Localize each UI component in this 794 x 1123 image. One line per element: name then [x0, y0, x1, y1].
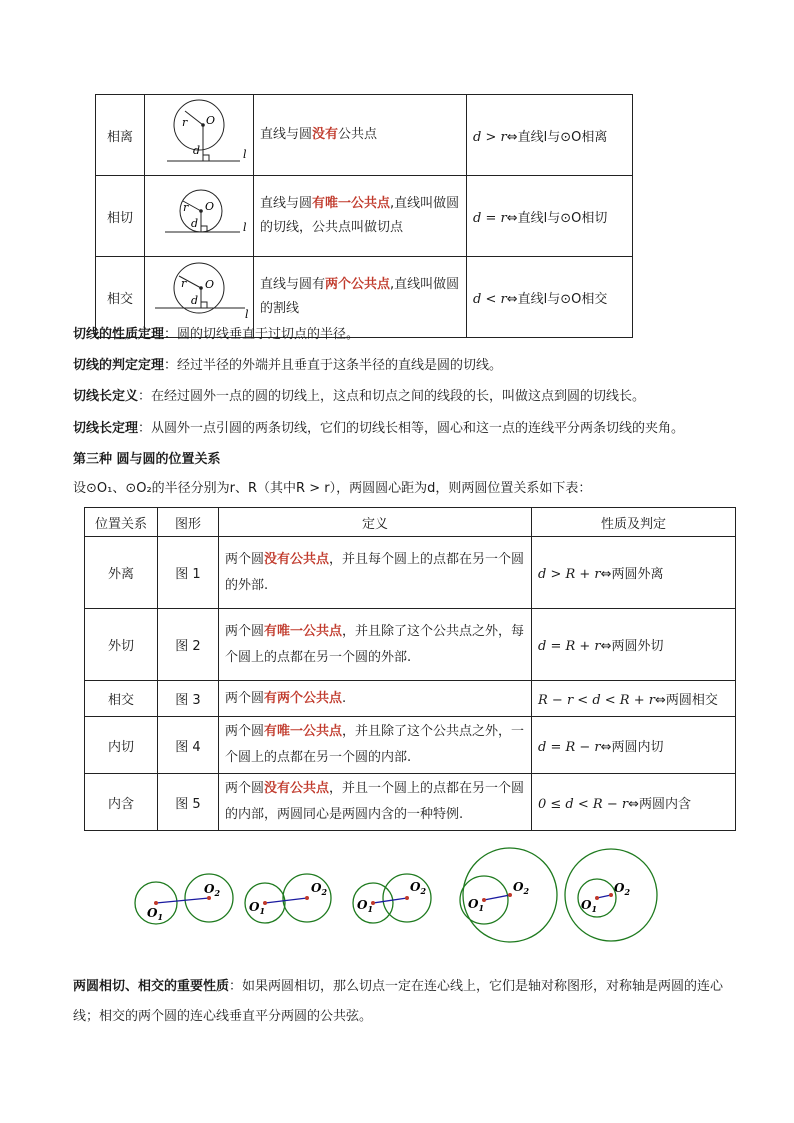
header-relation: 位置关系: [85, 508, 158, 537]
line-circle-diagram-tangent: [145, 179, 253, 249]
property: d < r⇔直线l与⊙O相交: [467, 257, 633, 338]
definition: 两个圆有唯一公共点，并且除了这个公共点之外，每个圆上的点都在另一个圆的外部.: [219, 609, 532, 681]
relation-name: 内切: [85, 717, 158, 774]
definition: 两个圆有唯一公共点，并且除了这个公共点之外，一个圆上的点都在另一个圆的内部.: [219, 717, 532, 774]
relation-name: 相切: [96, 176, 145, 257]
center-point: [405, 896, 409, 900]
table-row: [85, 609, 736, 681]
label-o: O: [206, 114, 216, 127]
circle-circle-table: [84, 507, 736, 831]
relation-name: 相交: [85, 681, 158, 717]
circle-position-figures: [0, 845, 794, 955]
header-definition: 定义: [219, 508, 532, 537]
property: 0 ≤ d < R − r⇔两圆内含: [532, 774, 736, 831]
line-circle-diagram-intersect: [145, 260, 253, 330]
label-r: r: [181, 277, 187, 290]
table-row: [96, 176, 633, 257]
center-point: [595, 896, 599, 900]
label-r: r: [183, 201, 189, 214]
figure-separate: [145, 95, 254, 176]
label-l: l: [243, 148, 247, 161]
label-o2: $O_2$: [410, 880, 427, 896]
relation-name: 外离: [85, 537, 158, 609]
center-line: [597, 895, 611, 898]
label-o2: $O_2$: [311, 881, 328, 897]
label-o2: $O_2$: [614, 881, 631, 897]
center-line: [484, 895, 510, 900]
label-l: l: [243, 221, 247, 234]
center-point: [609, 893, 613, 897]
definition: 直线与圆有两个公共点,直线叫做圆的割线: [254, 257, 467, 338]
relation-name: 外切: [85, 609, 158, 681]
property: d = R + r⇔两圆外切: [532, 609, 736, 681]
relation-name: 相离: [96, 95, 145, 176]
center-point: [482, 898, 486, 902]
definition: 两个圆没有公共点，并且每个圆上的点都在另一个圆的外部.: [219, 537, 532, 609]
section-title: 第三种 圆与圆的位置关系: [73, 452, 221, 467]
definition-tangent-length: 切线长定义：在经过圆外一点的圆的切线上，这点和切点之间的线段的长，叫做这点到圆的切线长。: [73, 389, 646, 404]
intro-text: 设⊙O₁、⊙O₂的半径分别为r、R（其中R > r），两圆圆心距为d，则两圆位置关系如下表：: [73, 481, 592, 496]
label-o1: $O_1$: [249, 900, 266, 916]
label-o2: $O_2$: [204, 882, 221, 898]
center-line: [265, 898, 307, 903]
label-d: d: [191, 217, 199, 230]
property: d > R + r⇔两圆外离: [532, 537, 736, 609]
label-l: l: [245, 308, 249, 321]
table-row: [96, 95, 633, 176]
relation-name: 内含: [85, 774, 158, 831]
definition: 两个圆有两个公共点.: [219, 681, 532, 717]
label-o2: $O_2$: [513, 880, 530, 896]
table-row: [85, 717, 736, 774]
center-point: [305, 896, 309, 900]
figure-ref: 图 1: [158, 537, 219, 609]
property: R − r < d < R + r⇔两圆相交: [532, 681, 736, 717]
center-point: [154, 901, 158, 905]
property: d = r⇔直线l与⊙O相切: [467, 176, 633, 257]
center-point: [263, 901, 267, 905]
label-o: O: [205, 278, 215, 291]
definition: 直线与圆有唯一公共点,直线叫做圆的切线，公共点叫做切点: [254, 176, 467, 257]
line-circle-table: [95, 94, 633, 338]
table-row: [85, 774, 736, 831]
center-point: [207, 896, 211, 900]
figure-ref: 图 5: [158, 774, 219, 831]
figure-ref: 图 2: [158, 609, 219, 681]
closing-paragraph: 两圆相切、相交的重要性质：如果两圆相切，那么切点一定在连心线上，它们是轴对称图形，对称轴是两圆的连心线；相交的两个圆的连心线垂直平分两圆的公共弦。: [73, 979, 724, 1024]
line-circle-diagram-separate: [145, 98, 253, 168]
label-o: O: [205, 200, 215, 213]
center-point: [508, 893, 512, 897]
definition: 直线与圆没有公共点: [254, 95, 467, 176]
center-line: [156, 898, 209, 903]
figure-ref: 图 4: [158, 717, 219, 774]
label-o1: $O_1$: [357, 898, 374, 914]
label-d: d: [191, 294, 199, 307]
header-figure: 图形: [158, 508, 219, 537]
theorem-tangent-length: 切线长定理：从圆外一点引圆的两条切线，它们的切线长相等，圆心和这一点的连线平分两条切线的夹角。: [73, 421, 685, 436]
label-o1: $O_1$: [581, 898, 598, 914]
figure-ref: 图 3: [158, 681, 219, 717]
definition: 两个圆没有公共点，并且一个圆上的点都在另一个圆的内部，两圆同心是两圆内含的一种特例.: [219, 774, 532, 831]
label-r: r: [182, 116, 188, 129]
figure-tangent: [145, 176, 254, 257]
label-o1: $O_1$: [468, 897, 485, 913]
table-row: [85, 537, 736, 609]
property: d = R − r⇔两圆内切: [532, 717, 736, 774]
label-d: d: [193, 144, 201, 157]
center-line: [373, 898, 407, 903]
table-header-row: [85, 508, 736, 537]
theorem-tangent-property: 切线的性质定理：圆的切线垂直于过切点的半径。: [73, 327, 360, 342]
theorem-tangent-criterion: 切线的判定定理：经过半径的外端并且垂直于这条半径的直线是圆的切线。: [73, 358, 503, 373]
relation-name: 相交: [96, 257, 145, 338]
property: d > r⇔直线l与⊙O相离: [467, 95, 633, 176]
table-row: [85, 681, 736, 717]
header-property: 性质及判定: [532, 508, 736, 537]
label-o1: $O_1$: [147, 906, 164, 922]
